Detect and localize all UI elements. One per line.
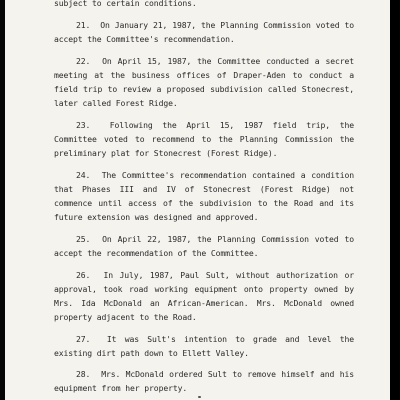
scan-edge-shadow bbox=[390, 0, 400, 400]
paragraph-text: Mrs. McDonald ordered Sult to remove himself and his equipment from her property. bbox=[54, 369, 354, 394]
paragraph-text: On April 22, 1987, the Planning Commission voted to accept the recommendation of the Committee. bbox=[54, 233, 354, 258]
paragraph-text: On April 15, 1987, the Committee conducted a secret meeting at the business offices of Draper-Aden to conduct a field trip to review a proposed subdivision called Stonecrest, later called Forest Ridge. bbox=[54, 55, 354, 108]
paragraph-21 bbox=[54, 18, 354, 46]
paragraph-number: 23. bbox=[76, 119, 91, 130]
paragraph-text: subject to certain conditions. bbox=[54, 0, 197, 8]
paragraph-text: Following the April 15, 1987 field trip, the Committee voted to recommend to the Planning Commission the preliminary plat for Stonecrest (Forest Ridge). bbox=[54, 119, 354, 158]
paragraph-22 bbox=[54, 54, 354, 110]
paragraph-number: 25. bbox=[76, 233, 91, 244]
paragraph-text: In July, 1987, Paul Sult, without authorization or approval, took road working equipment onto property owned by Mrs. Ida McDonald an African-American. Mrs. McDonald owned property adjacent to the Road. bbox=[54, 269, 354, 322]
page-number-mark bbox=[198, 396, 201, 398]
paragraph-continuation bbox=[54, 0, 354, 10]
paragraph-text: It was Sult's intention to grade and level the existing dirt path down to Ellett Valley. bbox=[54, 333, 354, 358]
paragraph-25 bbox=[54, 232, 354, 260]
paragraph-text: The Committee's recommendation contained a condition that Phases III and IV of Stonecrest (Forest Ridge) not commence until access of the subdivision to the Road and its future extension was designed and approved. bbox=[54, 169, 354, 222]
document-page bbox=[5, 0, 390, 400]
paragraph-number: 21. bbox=[76, 19, 91, 30]
paragraph-number: 28. bbox=[76, 369, 91, 380]
paragraph-number: 24. bbox=[76, 169, 91, 180]
paragraph-28 bbox=[54, 367, 354, 395]
document-body bbox=[54, 0, 354, 396]
paragraph-number: 26. bbox=[76, 269, 91, 280]
paragraph-27 bbox=[54, 332, 354, 360]
paragraph-26 bbox=[54, 268, 354, 324]
paragraph-number: 22. bbox=[76, 55, 91, 66]
paragraph-number: 27. bbox=[76, 333, 91, 344]
paragraph-23 bbox=[54, 118, 354, 160]
paragraph-text: On January 21, 1987, the Planning Commission voted to accept the Committee's recommendation. bbox=[54, 19, 354, 44]
paragraph-24 bbox=[54, 168, 354, 224]
